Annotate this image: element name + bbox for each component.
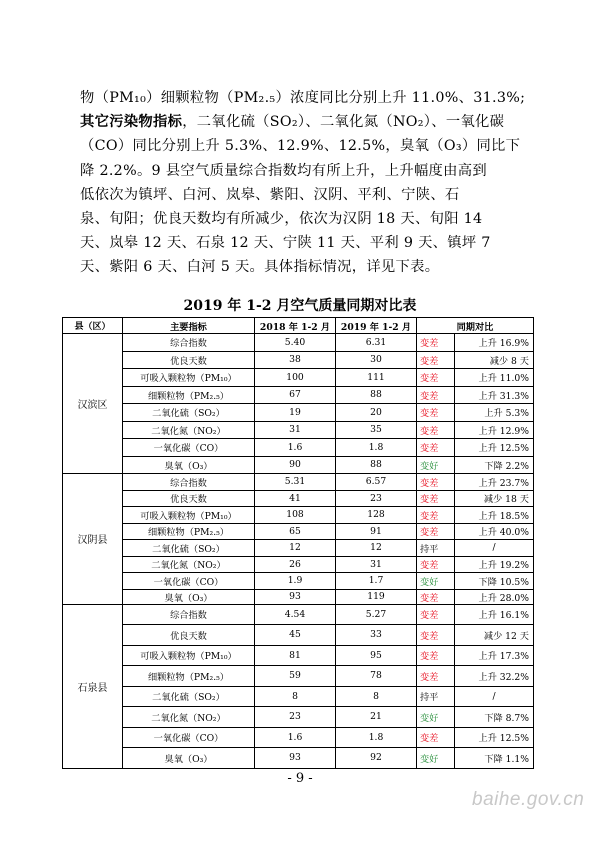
change-cell: 上升 5.3% <box>455 404 534 422</box>
change-cell: 上升 19.2% <box>455 556 534 573</box>
status-cell: 变差 <box>417 604 455 625</box>
indicator-cell: 二氧化硫（SO₂） <box>123 404 255 422</box>
value-2019-cell: 95 <box>336 645 417 666</box>
status-cell: 持平 <box>417 686 455 707</box>
status-cell: 变差 <box>417 523 455 540</box>
status-cell: 变差 <box>417 507 455 524</box>
indicator-cell: 臭氧（O₃） <box>123 748 255 769</box>
value-2019-cell: 111 <box>336 369 417 387</box>
value-2019-cell: 92 <box>336 748 417 769</box>
status-cell: 变差 <box>417 369 455 387</box>
change-cell: 上升 17.3% <box>455 645 534 666</box>
value-2019-cell: 1.8 <box>336 439 417 457</box>
paragraph-line: （CO）同比分别上升 5.3%、12.9%、12.5%，臭氧（O₃）同比下 <box>80 138 521 155</box>
table-header-row <box>63 318 534 334</box>
indicator-cell: 综合指数 <box>123 334 255 352</box>
status-cell: 变好 <box>417 707 455 728</box>
indicator-cell: 臭氧（O₃） <box>123 589 255 604</box>
table-row <box>63 625 534 646</box>
value-2019-cell: 78 <box>336 666 417 687</box>
table-row <box>63 523 534 540</box>
indicator-cell: 可吸入颗粒物（PM₁₀） <box>123 645 255 666</box>
indicator-cell: 可吸入颗粒物（PM₁₀） <box>123 507 255 524</box>
status-cell: 变差 <box>417 625 455 646</box>
value-2018-cell: 38 <box>255 351 336 369</box>
value-2019-cell: 23 <box>336 490 417 507</box>
value-2018-cell: 4.54 <box>255 604 336 625</box>
county-cell: 石泉县 <box>63 604 123 768</box>
value-2018-cell: 5.31 <box>255 474 336 491</box>
value-2018-cell: 1.9 <box>255 573 336 590</box>
status-cell: 变差 <box>417 490 455 507</box>
change-cell: / <box>455 686 534 707</box>
change-cell: 减少 8 天 <box>455 351 534 369</box>
table-row <box>63 369 534 387</box>
air-quality-table <box>62 317 534 769</box>
paragraph-line: 物（PM₁₀）细颗粒物（PM₂.₅）浓度同比分别上升 11.0%、31.3%; <box>80 90 526 106</box>
change-cell: 上升 23.7% <box>455 474 534 491</box>
value-2019-cell: 31 <box>336 556 417 573</box>
paragraph-bold-phrase: 其它污染物指标 <box>80 114 183 131</box>
value-2019-cell: 119 <box>336 589 417 604</box>
table-row <box>63 474 534 491</box>
value-2019-cell: 12 <box>336 540 417 557</box>
indicator-cell: 二氧化氮（NO₂） <box>123 556 255 573</box>
value-2019-cell: 21 <box>336 707 417 728</box>
value-2019-cell: 88 <box>336 386 417 404</box>
table-row <box>63 589 534 604</box>
change-cell: 下降 2.2% <box>455 456 534 474</box>
paragraph-line: 降 2.2%。9 县空气质量综合指数均有所上升，上升幅度由高到 <box>80 162 487 179</box>
value-2018-cell: 41 <box>255 490 336 507</box>
county-cell: 汉滨区 <box>63 334 123 474</box>
table-row <box>63 540 534 557</box>
paragraph-line: 天、紫阳 6 天、白河 5 天。具体指标情况，详见下表。 <box>80 259 440 276</box>
value-2019-cell: 30 <box>336 351 417 369</box>
value-2018-cell: 31 <box>255 421 336 439</box>
value-2018-cell: 1.6 <box>255 439 336 457</box>
value-2018-cell: 108 <box>255 507 336 524</box>
status-cell: 变差 <box>417 727 455 748</box>
value-2019-cell: 6.57 <box>336 474 417 491</box>
header-2019: 2019 年 1-2 月 <box>336 318 417 334</box>
value-2019-cell: 128 <box>336 507 417 524</box>
value-2019-cell: 20 <box>336 404 417 422</box>
table-row <box>63 421 534 439</box>
table-row <box>63 707 534 728</box>
value-2018-cell: 67 <box>255 386 336 404</box>
status-cell: 变差 <box>417 474 455 491</box>
change-cell: 减少 18 天 <box>455 490 534 507</box>
value-2019-cell: 35 <box>336 421 417 439</box>
indicator-cell: 优良天数 <box>123 490 255 507</box>
indicator-cell: 二氧化硫（SO₂） <box>123 686 255 707</box>
paragraph-line: 天、岚皋 12 天、石泉 12 天、宁陕 11 天、平利 9 天、镇坪 7 <box>80 235 491 252</box>
status-cell: 变好 <box>417 573 455 590</box>
table-row <box>63 507 534 524</box>
indicator-cell: 二氧化氮（NO₂） <box>123 707 255 728</box>
table-row <box>63 573 534 590</box>
change-cell: 上升 16.1% <box>455 604 534 625</box>
table-row <box>63 490 534 507</box>
table-row <box>63 351 534 369</box>
indicator-cell: 一氧化碳（CO） <box>123 727 255 748</box>
value-2018-cell: 59 <box>255 666 336 687</box>
change-cell: 上升 31.3% <box>455 386 534 404</box>
table-row <box>63 404 534 422</box>
change-cell: 上升 40.0% <box>455 523 534 540</box>
change-cell: 上升 12.5% <box>455 727 534 748</box>
indicator-cell: 优良天数 <box>123 351 255 369</box>
paragraph-line: 低依次为镇坪、白河、岚皋、紫阳、汉阴、平利、宁陕、石 <box>80 186 460 203</box>
change-cell: 上升 32.2% <box>455 666 534 687</box>
value-2018-cell: 26 <box>255 556 336 573</box>
indicator-cell: 细颗粒物（PM₂.₅） <box>123 386 255 404</box>
value-2019-cell: 1.8 <box>336 727 417 748</box>
value-2019-cell: 5.27 <box>336 604 417 625</box>
change-cell: 上升 16.9% <box>455 334 534 352</box>
value-2019-cell: 33 <box>336 625 417 646</box>
status-cell: 变差 <box>417 556 455 573</box>
table-row <box>63 748 534 769</box>
status-cell: 变差 <box>417 589 455 604</box>
value-2018-cell: 65 <box>255 523 336 540</box>
value-2018-cell: 90 <box>255 456 336 474</box>
status-cell: 变差 <box>417 645 455 666</box>
table-row <box>63 604 534 625</box>
body-paragraph <box>80 86 525 280</box>
status-cell: 变差 <box>417 666 455 687</box>
paragraph-text: ，二氧化硫（SO₂）、二氧化氮（NO₂）、一氧化碳 <box>182 114 505 131</box>
value-2018-cell: 8 <box>255 686 336 707</box>
change-cell: 上升 12.5% <box>455 439 534 457</box>
table-title: 2019 年 1-2 月空气质量同期对比表 <box>183 298 417 314</box>
change-cell: 下降 1.1% <box>455 748 534 769</box>
status-cell: 变差 <box>417 351 455 369</box>
value-2018-cell: 1.6 <box>255 727 336 748</box>
change-cell: 上升 11.0% <box>455 369 534 387</box>
indicator-cell: 细颗粒物（PM₂.₅） <box>123 666 255 687</box>
change-cell: 上升 28.0% <box>455 589 534 604</box>
indicator-cell: 二氧化氮（NO₂） <box>123 421 255 439</box>
value-2018-cell: 93 <box>255 589 336 604</box>
change-cell: 下降 10.5% <box>455 573 534 590</box>
change-cell: 减少 12 天 <box>455 625 534 646</box>
header-2018: 2018 年 1-2 月 <box>255 318 336 334</box>
table-row <box>63 456 534 474</box>
table-row <box>63 556 534 573</box>
header-county: 县（区） <box>63 318 123 334</box>
change-cell: 下降 8.7% <box>455 707 534 728</box>
indicator-cell: 综合指数 <box>123 474 255 491</box>
indicator-cell: 一氧化碳（CO） <box>123 439 255 457</box>
value-2019-cell: 6.31 <box>336 334 417 352</box>
value-2018-cell: 19 <box>255 404 336 422</box>
indicator-cell: 细颗粒物（PM₂.₅） <box>123 523 255 540</box>
table-row <box>63 645 534 666</box>
header-indicator: 主要指标 <box>123 318 255 334</box>
value-2018-cell: 93 <box>255 748 336 769</box>
indicator-cell: 一氧化碳（CO） <box>123 573 255 590</box>
value-2018-cell: 12 <box>255 540 336 557</box>
paragraph-line: 泉、旬阳；优良天数均有所减少，依次为汉阴 18 天、旬阳 14 <box>80 211 483 228</box>
change-cell: 上升 18.5% <box>455 507 534 524</box>
value-2019-cell: 8 <box>336 686 417 707</box>
header-comparison: 同期对比 <box>417 318 534 334</box>
status-cell: 变差 <box>417 334 455 352</box>
value-2018-cell: 81 <box>255 645 336 666</box>
table-row <box>63 666 534 687</box>
page-number: - 9 - <box>287 771 313 786</box>
value-2018-cell: 23 <box>255 707 336 728</box>
table-row <box>63 386 534 404</box>
county-cell: 汉阴县 <box>63 474 123 605</box>
status-cell: 变好 <box>417 456 455 474</box>
value-2018-cell: 45 <box>255 625 336 646</box>
indicator-cell: 二氧化硫（SO₂） <box>123 540 255 557</box>
value-2018-cell: 100 <box>255 369 336 387</box>
indicator-cell: 综合指数 <box>123 604 255 625</box>
value-2019-cell: 1.7 <box>336 573 417 590</box>
indicator-cell: 优良天数 <box>123 625 255 646</box>
status-cell: 变差 <box>417 404 455 422</box>
table-row <box>63 334 534 352</box>
table-row <box>63 727 534 748</box>
value-2018-cell: 5.40 <box>255 334 336 352</box>
value-2019-cell: 88 <box>336 456 417 474</box>
watermark: baihe.gov.cn <box>472 789 585 810</box>
indicator-cell: 臭氧（O₃） <box>123 456 255 474</box>
change-cell: 上升 12.9% <box>455 421 534 439</box>
table-row <box>63 439 534 457</box>
value-2019-cell: 91 <box>336 523 417 540</box>
status-cell: 变好 <box>417 748 455 769</box>
indicator-cell: 可吸入颗粒物（PM₁₀） <box>123 369 255 387</box>
change-cell: / <box>455 540 534 557</box>
status-cell: 持平 <box>417 540 455 557</box>
status-cell: 变差 <box>417 421 455 439</box>
table-body <box>63 334 534 769</box>
table-row <box>63 686 534 707</box>
status-cell: 变差 <box>417 386 455 404</box>
status-cell: 变差 <box>417 439 455 457</box>
paragraph-line <box>80 110 525 134</box>
